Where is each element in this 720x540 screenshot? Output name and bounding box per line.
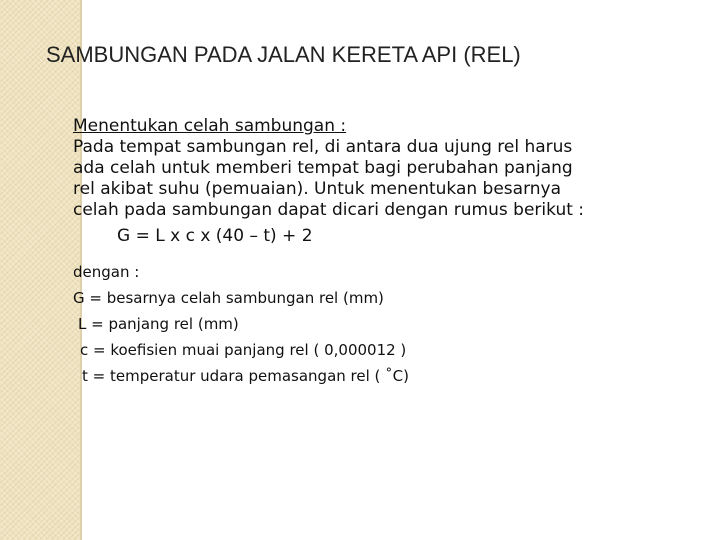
definition-item-t: t = temperatur udara pemasangan rel ( ˚C) xyxy=(82,367,409,385)
description-paragraph xyxy=(73,137,698,221)
paragraph-line: Pada tempat sambungan rel, di antara dua ujung rel harus xyxy=(73,137,573,157)
paragraph-line: ada celah untuk memberi tempat bagi perubahan panjang xyxy=(73,158,573,178)
slide-title: SAMBUNGAN PADA JALAN KERETA API (REL) xyxy=(46,42,521,67)
paragraph-line: rel akibat suhu (pemuaian). Untuk menentukan besarnya xyxy=(73,179,562,199)
section-subheading: Menentukan celah sambungan : xyxy=(73,116,347,136)
definition-item-g: G = besarnya celah sambungan rel (mm) xyxy=(73,289,384,307)
definition-item-l: L = panjang rel (mm) xyxy=(78,315,239,333)
definition-item-c: c = koefisien muai panjang rel ( 0,000012 ) xyxy=(80,341,407,359)
slide-content xyxy=(73,116,698,389)
gap-formula: G = L x c x (40 – t) + 2 xyxy=(117,226,313,246)
definitions-list xyxy=(73,259,698,389)
paragraph-line: celah pada sambungan dapat dicari dengan rumus berikut : xyxy=(73,200,585,220)
definitions-intro: dengan : xyxy=(73,263,140,281)
decorative-side-band xyxy=(0,0,80,540)
